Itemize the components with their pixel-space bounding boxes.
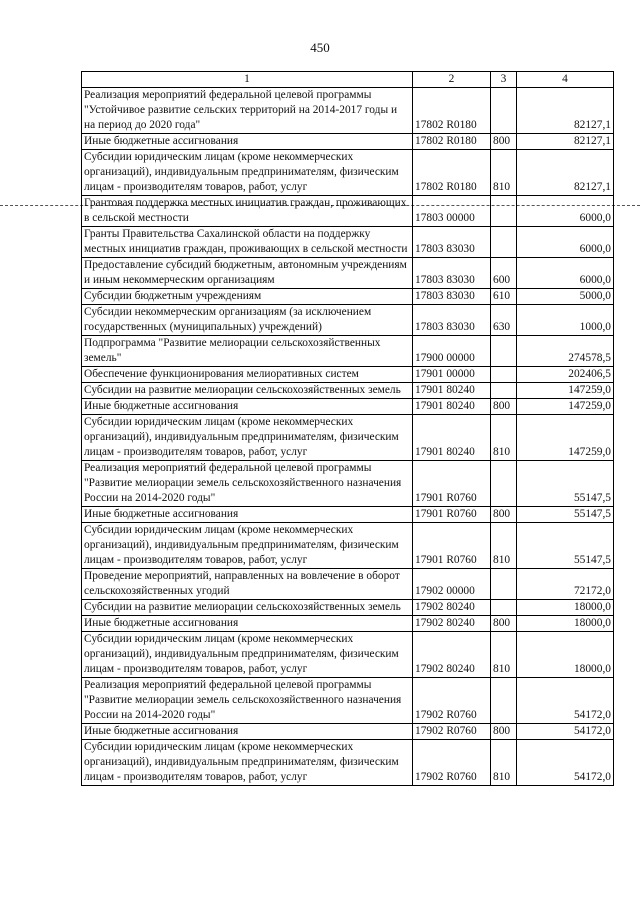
row-code-cell: 17901 R0760: [413, 461, 491, 507]
row-sum-cell: 54172,0: [517, 740, 614, 786]
row-sum-cell: 82127,1: [517, 150, 614, 196]
table-row: [82, 289, 614, 305]
row-code-cell: 17901 R0760: [413, 523, 491, 569]
row-name-cell: [82, 258, 413, 289]
table-row: [82, 399, 614, 415]
row-expense-type-cell: 800: [491, 134, 517, 150]
row-name-cell: [82, 507, 413, 523]
row-name-text: Реализация мероприятий федеральной целевой программы "Устойчивое развитие сельских территорий на 2014-2017 годы и на период до 2020 года": [84, 89, 398, 131]
row-code-cell: 17803 83030: [413, 258, 491, 289]
table-row: [82, 616, 614, 632]
row-sum-cell: 18000,0: [517, 632, 614, 678]
row-name-cell: [82, 600, 413, 616]
row-name-text: Иные бюджетные ассигнования: [84, 400, 239, 412]
row-expense-type-cell: 810: [491, 523, 517, 569]
table-row: [82, 523, 614, 569]
table-row: [82, 415, 614, 461]
row-code-cell: 17803 00000: [413, 196, 491, 227]
table-row: [82, 150, 614, 196]
row-sum-cell: 55147,5: [517, 523, 614, 569]
row-expense-type-cell: 800: [491, 399, 517, 415]
header-col-4: 4: [517, 72, 614, 88]
row-expense-type-cell: [491, 367, 517, 383]
row-sum-cell: 82127,1: [517, 134, 614, 150]
table-row: [82, 600, 614, 616]
row-sum-cell: 147259,0: [517, 383, 614, 399]
row-sum-cell: 147259,0: [517, 415, 614, 461]
row-sum-cell: 54172,0: [517, 724, 614, 740]
row-name-text: Субсидии юридическим лицам (кроме некоммерческих организаций), индивидуальным предпринимателям, физическим лицам - производителям товаров, работ, услуг: [84, 741, 399, 783]
table-row: [82, 678, 614, 724]
row-code-cell: 17803 83030: [413, 305, 491, 336]
row-name-text: Гранты Правительства Сахалинской области на поддержку местных инициатив граждан, проживающих в сельской местности: [84, 228, 408, 255]
row-name-text: Грантовая поддержка местных инициатив граждан, проживающих в сельской местности: [84, 197, 407, 224]
row-expense-type-cell: [491, 461, 517, 507]
row-expense-type-cell: [491, 196, 517, 227]
row-name-cell: [82, 415, 413, 461]
row-expense-type-cell: 600: [491, 258, 517, 289]
row-expense-type-cell: 810: [491, 150, 517, 196]
row-name-cell: [82, 88, 413, 134]
row-sum-cell: 54172,0: [517, 678, 614, 724]
row-sum-cell: 72172,0: [517, 569, 614, 600]
row-expense-type-cell: 810: [491, 632, 517, 678]
row-code-cell: 17901 80240: [413, 399, 491, 415]
row-name-text: Субсидии юридическим лицам (кроме некоммерческих организаций), индивидуальным предпринимателям, физическим лицам - производителям товаров, работ, услуг: [84, 524, 399, 566]
row-code-cell: 17901 80240: [413, 415, 491, 461]
row-code-cell: 17902 80240: [413, 632, 491, 678]
row-name-text: Субсидии на развитие мелиорации сельскохозяйственных земель: [84, 384, 401, 396]
table-row: [82, 134, 614, 150]
row-name-text: Обеспечение функционирования мелиоративных систем: [84, 368, 359, 380]
row-name-text: Иные бюджетные ассигнования: [84, 508, 239, 520]
table-row: [82, 632, 614, 678]
row-sum-cell: 1000,0: [517, 305, 614, 336]
row-sum-cell: 18000,0: [517, 616, 614, 632]
budget-table: [81, 71, 614, 786]
row-expense-type-cell: [491, 88, 517, 134]
row-name-cell: [82, 569, 413, 600]
table-row: [82, 196, 614, 227]
header-col-1: 1: [82, 72, 413, 88]
row-sum-cell: 5000,0: [517, 289, 614, 305]
row-sum-cell: 202406,5: [517, 367, 614, 383]
table-row: [82, 724, 614, 740]
row-code-cell: 17901 80240: [413, 383, 491, 399]
row-sum-cell: 55147,5: [517, 507, 614, 523]
row-code-cell: 17902 00000: [413, 569, 491, 600]
row-name-cell: [82, 196, 413, 227]
row-code-cell: 17902 R0760: [413, 740, 491, 786]
row-expense-type-cell: 810: [491, 415, 517, 461]
row-name-cell: [82, 616, 413, 632]
row-code-cell: 17902 80240: [413, 600, 491, 616]
row-code-cell: 17902 R0760: [413, 678, 491, 724]
row-name-text: Иные бюджетные ассигнования: [84, 135, 239, 147]
table-row: [82, 336, 614, 367]
row-name-text: Субсидии некоммерческим организациям (за исключением государственных (муниципальных) учреждений): [84, 306, 372, 333]
row-name-text: Проведение мероприятий, направленных на вовлечение в оборот сельскохозяйственных угодий: [84, 570, 400, 597]
row-expense-type-cell: 630: [491, 305, 517, 336]
header-row: [82, 72, 614, 88]
row-name-cell: [82, 724, 413, 740]
row-code-cell: 17902 80240: [413, 616, 491, 632]
row-expense-type-cell: [491, 678, 517, 724]
row-sum-cell: 6000,0: [517, 227, 614, 258]
row-expense-type-cell: [491, 336, 517, 367]
table-row: [82, 258, 614, 289]
row-name-cell: [82, 305, 413, 336]
table-body: [82, 88, 614, 786]
row-name-cell: [82, 399, 413, 415]
row-expense-type-cell: 610: [491, 289, 517, 305]
row-expense-type-cell: 800: [491, 507, 517, 523]
table-row: [82, 740, 614, 786]
row-name-cell: [82, 289, 413, 305]
header-col-3: 3: [491, 72, 517, 88]
row-name-text: Субсидии юридическим лицам (кроме некоммерческих организаций), индивидуальным предпринимателям, физическим лицам - производителям товаров, работ, услуг: [84, 416, 399, 458]
row-name-cell: [82, 367, 413, 383]
row-code-cell: 17803 83030: [413, 289, 491, 305]
row-name-text: Субсидии бюджетным учреждениям: [84, 290, 262, 302]
row-sum-cell: 18000,0: [517, 600, 614, 616]
row-code-cell: 17900 00000: [413, 336, 491, 367]
row-sum-cell: 6000,0: [517, 258, 614, 289]
table-row: [82, 227, 614, 258]
table-header: [82, 72, 614, 88]
row-name-cell: [82, 336, 413, 367]
row-expense-type-cell: [491, 227, 517, 258]
row-expense-type-cell: 800: [491, 724, 517, 740]
row-code-cell: 17902 R0760: [413, 724, 491, 740]
row-expense-type-cell: [491, 383, 517, 399]
row-sum-cell: 274578,5: [517, 336, 614, 367]
row-name-cell: [82, 678, 413, 724]
row-sum-cell: 147259,0: [517, 399, 614, 415]
row-name-cell: [82, 227, 413, 258]
row-expense-type-cell: 800: [491, 616, 517, 632]
row-code-cell: 17802 R0180: [413, 150, 491, 196]
row-code-cell: 17901 R0760: [413, 507, 491, 523]
row-name-text: Субсидии юридическим лицам (кроме некоммерческих организаций), индивидуальным предпринимателям, физическим лицам - производителям товаров, работ, услуг: [84, 633, 399, 675]
table-row: [82, 305, 614, 336]
row-sum-cell: 55147,5: [517, 461, 614, 507]
table-row: [82, 88, 614, 134]
row-name-cell: [82, 740, 413, 786]
table-row: [82, 569, 614, 600]
row-name-cell: [82, 523, 413, 569]
row-expense-type-cell: 810: [491, 740, 517, 786]
row-code-cell: 17802 R0180: [413, 88, 491, 134]
row-name-cell: [82, 383, 413, 399]
row-expense-type-cell: [491, 569, 517, 600]
row-name-text: Подпрограмма "Развитие мелиорации сельскохозяйственных земель": [84, 337, 381, 364]
page-number: 450: [310, 40, 330, 55]
row-name-text: Реализация мероприятий федеральной целевой программы "Развитие мелиорации земель сельскохозяйственного назначения России на 2014-2020 годы": [84, 679, 402, 721]
row-code-cell: 17802 R0180: [413, 134, 491, 150]
row-name-cell: [82, 134, 413, 150]
row-code-cell: 17901 00000: [413, 367, 491, 383]
row-expense-type-cell: [491, 600, 517, 616]
row-name-cell: [82, 461, 413, 507]
row-name-text: Предоставление субсидий бюджетным, автономным учреждениям и иным некоммерческим организациям: [84, 259, 407, 286]
row-name-text: Иные бюджетные ассигнования: [84, 617, 239, 629]
row-sum-cell: 82127,1: [517, 88, 614, 134]
table-row: [82, 461, 614, 507]
row-name-text: Иные бюджетные ассигнования: [84, 725, 239, 737]
header-col-2: 2: [413, 72, 491, 88]
row-code-cell: 17803 83030: [413, 227, 491, 258]
row-name-cell: [82, 632, 413, 678]
row-name-cell: [82, 150, 413, 196]
table-row: [82, 383, 614, 399]
table-row: [82, 367, 614, 383]
row-name-text: Субсидии на развитие мелиорации сельскохозяйственных земель: [84, 601, 401, 613]
table-row: [82, 507, 614, 523]
row-sum-cell: 6000,0: [517, 196, 614, 227]
row-name-text: Реализация мероприятий федеральной целевой программы "Развитие мелиорации земель сельскохозяйственного назначения России на 2014-2020 годы": [84, 462, 402, 504]
row-name-text: Субсидии юридическим лицам (кроме некоммерческих организаций), индивидуальным предпринимателям, физическим лицам - производителям товаров, работ, услуг: [84, 151, 399, 193]
